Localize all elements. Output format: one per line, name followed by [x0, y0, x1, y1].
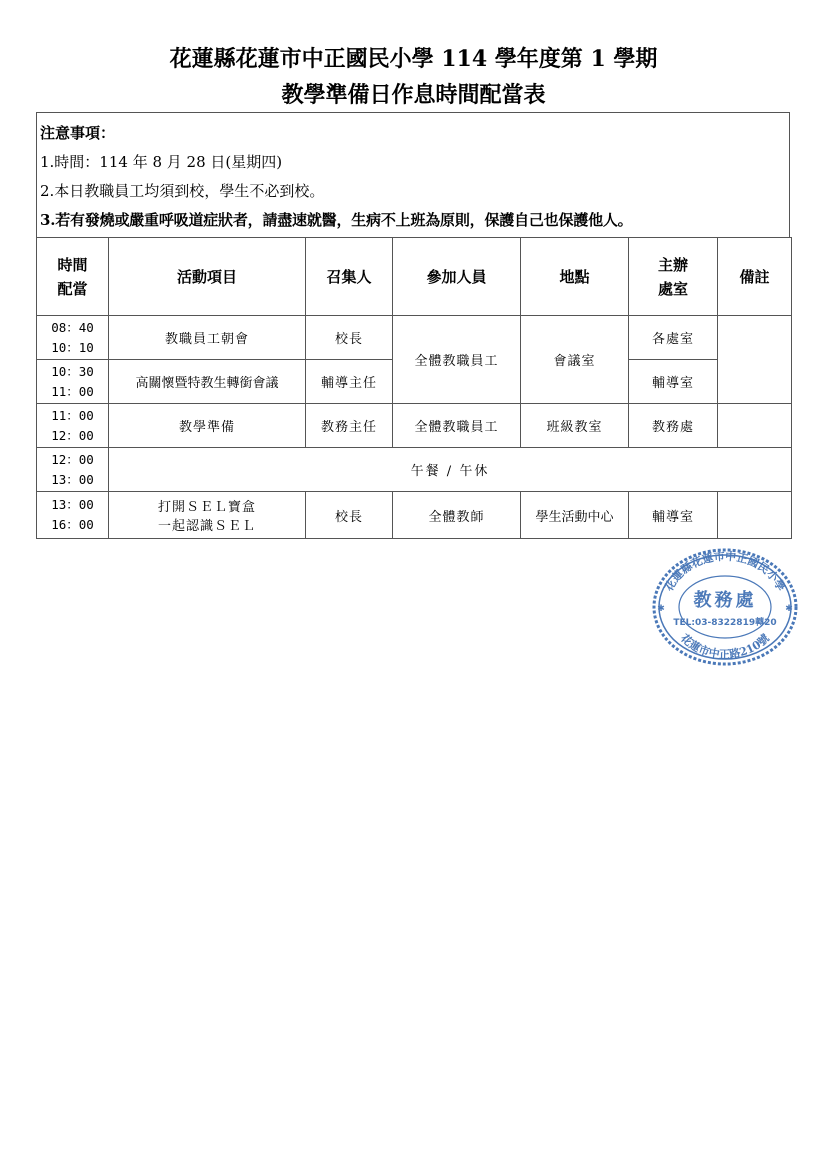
office-cell: 教務處 — [629, 404, 718, 448]
office-seal-stamp — [652, 548, 798, 666]
office-cell: 輔導室 — [629, 360, 718, 404]
notes-heading: 注意事項： — [40, 124, 116, 142]
remarks-cell — [718, 492, 792, 539]
activity-cell: 教職員工朝會 — [109, 316, 306, 360]
header-activity: 活動項目 — [109, 238, 306, 316]
star-icon: ✱ — [785, 604, 793, 614]
participants-cell: 全體教職員工 — [393, 316, 521, 404]
stamp-center-title: 教務處 — [693, 590, 757, 611]
header-time: 時間 配當 — [37, 238, 109, 316]
header-participants: 參加人員 — [393, 238, 521, 316]
stamp-outer-text: 花蓮縣花蓮市中正國民小學 — [662, 549, 788, 594]
office-cell: 各處室 — [629, 316, 718, 360]
time-cell: 11：00 12：00 — [37, 404, 109, 448]
location-cell: 會議室 — [521, 316, 629, 404]
convener-cell: 輔導主任 — [306, 360, 393, 404]
header-convener: 召集人 — [306, 238, 393, 316]
note-item: 3.若有發燒或嚴重呼吸道症狀者，請盡速就醫，生病不上班為原則，保護自己也保護他人。 — [40, 211, 633, 229]
activity-cell: 打開ＳＥＬ寶盒 一起認識ＳＥＬ — [109, 492, 306, 539]
header-location: 地點 — [521, 238, 629, 316]
schedule-table — [36, 237, 792, 539]
time-cell: 13：00 16：00 — [37, 492, 109, 539]
table-row — [37, 492, 792, 539]
document-title: 花蓮縣花蓮市中正國民小學 114 學年度第 1 學期 — [169, 46, 658, 72]
convener-cell: 校長 — [306, 316, 393, 360]
participants-cell: 全體教師 — [393, 492, 521, 539]
stamp-bottom-text: 花蓮市中正路210號 — [678, 631, 772, 662]
note-item: 2.本日教職員工均須到校，學生不必到校。 — [40, 182, 325, 200]
location-cell: 班級教室 — [521, 404, 629, 448]
table-row — [37, 404, 792, 448]
table-header-row — [37, 238, 792, 316]
activity-cell: 高關懷暨特教生轉銜會議 — [109, 360, 306, 404]
document-subtitle: 教學準備日作息時間配當表 — [281, 82, 546, 108]
star-icon: ✱ — [657, 604, 665, 614]
lunch-break-cell: 午餐 / 午休 — [109, 448, 792, 492]
time-cell: 12：00 13：00 — [37, 448, 109, 492]
table-row — [37, 448, 792, 492]
activity-cell: 教學準備 — [109, 404, 306, 448]
stamp-phone: TEL:03-8322819轉20 — [673, 618, 777, 628]
convener-cell: 校長 — [306, 492, 393, 539]
remarks-cell — [718, 404, 792, 448]
notes-box — [36, 112, 790, 238]
header-remarks: 備註 — [718, 238, 792, 316]
office-cell: 輔導室 — [629, 492, 718, 539]
remarks-cell — [718, 316, 792, 404]
time-cell: 10：30 11：00 — [37, 360, 109, 404]
note-item: 1.時間：114 年 8 月 28 日(星期四) — [40, 153, 283, 171]
table-row — [37, 316, 792, 360]
time-cell: 08：40 10：10 — [37, 316, 109, 360]
convener-cell: 教務主任 — [306, 404, 393, 448]
header-office: 主辦 處室 — [629, 238, 718, 316]
location-cell: 學生活動中心 — [521, 492, 629, 539]
participants-cell: 全體教職員工 — [393, 404, 521, 448]
